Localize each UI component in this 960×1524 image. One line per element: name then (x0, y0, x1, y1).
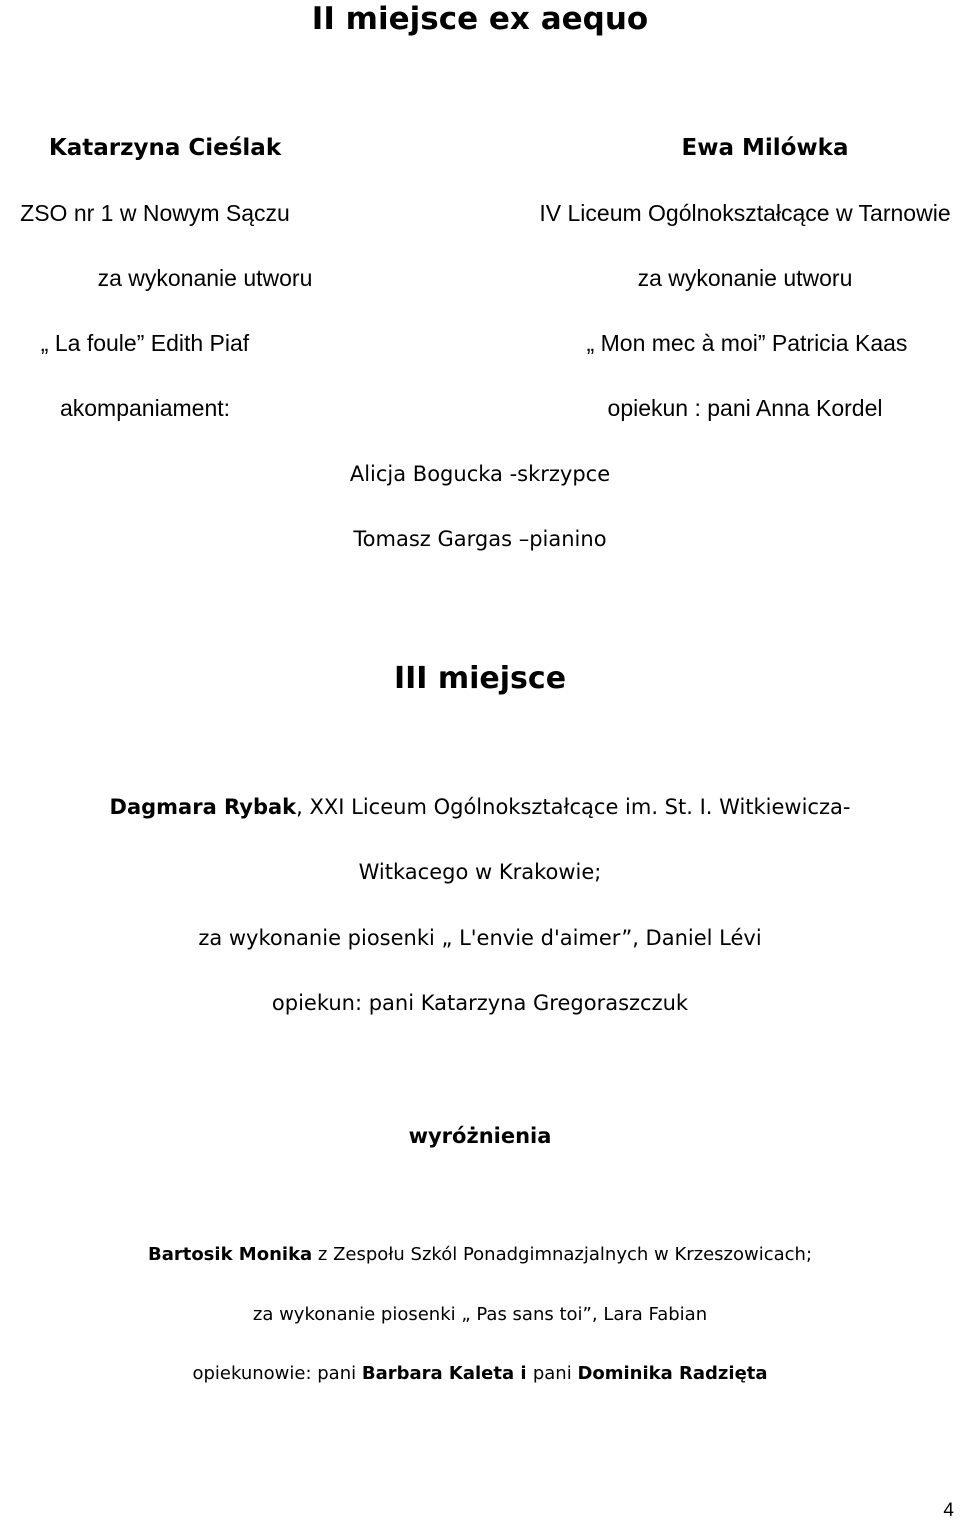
distinction-tutors (0, 1361, 960, 1387)
distinction-school-line (0, 1242, 960, 1268)
distinction-tutor-2: Dominika Radzięta (577, 1363, 768, 1384)
distinction-name: Bartosik Monika (147, 1244, 313, 1265)
distinction-tutors-label-2: pani (532, 1363, 578, 1384)
left-name: Katarzyna Cieślak (48, 135, 282, 161)
right-tutor: opiekun : pani Anna Kordel (607, 395, 883, 421)
third-school-line-2: Witkacego w Krakowie; (358, 860, 602, 884)
third-school-1: , XXI Liceum Ogólnokształcące im. St. I. Witkiewicza- (296, 795, 851, 819)
right-song: „ Mon mec à moi” Patricia Kaas (586, 330, 908, 356)
third-school-line-1 (0, 792, 960, 822)
left-accomp-label: akompaniament: (59, 395, 231, 421)
distinction-song: za wykonanie piosenki „ Pas sans toi”, Lara Fabian (252, 1304, 708, 1325)
left-for-label: za wykonanie utworu (97, 265, 313, 291)
distinction-school: z Zespołu Szkól Ponadgimnazjalnych w Krzeszowicach; (312, 1244, 813, 1265)
right-school: IV Liceum Ogólnokształcące w Tarnowie (539, 200, 951, 226)
third-song: za wykonanie piosenki „ L'envie d'aimer”, Daniel Lévi (198, 926, 762, 950)
right-name: Ewa Milówka (681, 135, 849, 161)
accompanist-1: Alicja Bogucka -skrzypce (349, 462, 611, 486)
page-number: 4 (943, 1500, 954, 1521)
heading-third-place: III miejsce (393, 661, 567, 696)
distinction-tutor-sep: i (514, 1363, 533, 1384)
heading-distinctions: wyróżnienia (408, 1124, 552, 1148)
distinction-tutor-1: Barbara Kaleta (361, 1363, 515, 1384)
heading-second-place: II miejsce ex aequo (311, 1, 649, 37)
distinction-tutors-label: opiekunowie: pani (192, 1363, 362, 1384)
third-tutor: opiekun: pani Katarzyna Gregoraszczuk (271, 991, 689, 1015)
left-song: „ La foule” Edith Piaf (40, 330, 250, 356)
left-school: ZSO nr 1 w Nowym Sączu (20, 200, 290, 226)
third-name: Dagmara Rybak (109, 795, 297, 819)
right-for-label: za wykonanie utworu (637, 265, 853, 291)
accompanist-2: Tomasz Gargas –pianino (353, 527, 607, 551)
